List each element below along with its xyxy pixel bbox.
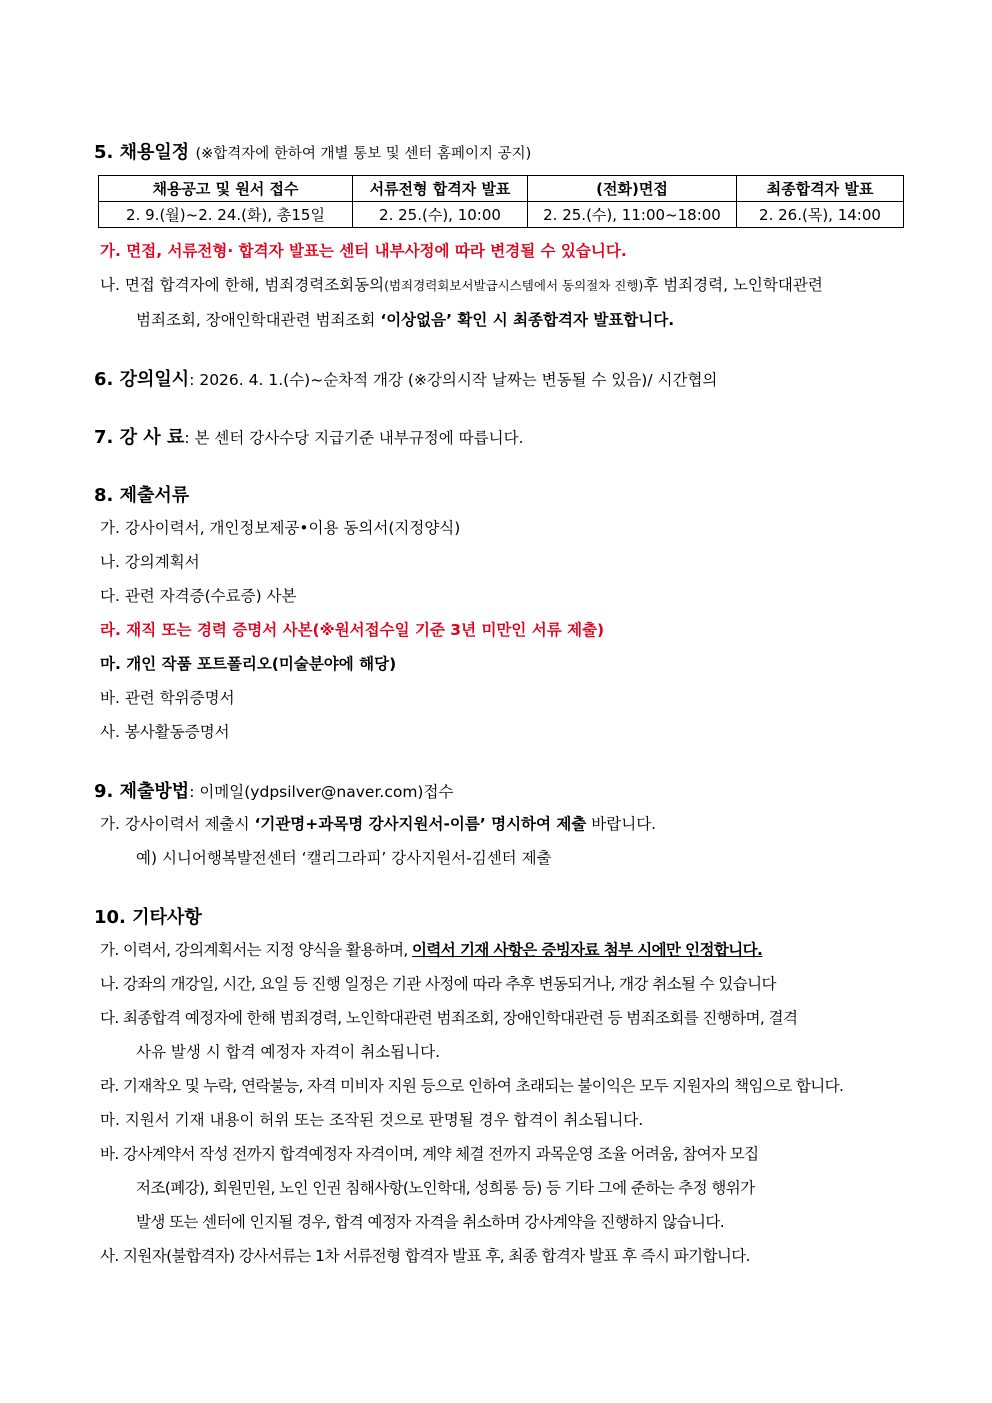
- section-5-heading: [94, 138, 904, 169]
- s10-item-ba-cont: 저조(폐강), 회원민원, 노인 인권 침해사항(노인학대, 성희롱 등) 등 기타 그에 준하는 추정 행위가: [136, 1179, 755, 1197]
- spacer: [94, 337, 904, 365]
- section-7-text: : 본 센터 강사수당 지급기준 내부규정에 따릅니다.: [184, 429, 524, 447]
- section-5-note: (※합격자에 한하여 개별 통보 및 센터 홈페이지 공지): [195, 146, 532, 162]
- s5-item-ga: 가. 면접, 서류전형· 합격자 발표는 센터 내부사정에 따라 변경될 수 있습니다.: [100, 242, 627, 260]
- s10-item-ba: 바. 강사계약서 작성 전까지 합격예정자 자격이며, 계약 체결 전까지 과목운영 조율 어려움, 참여자 모집: [100, 1145, 759, 1163]
- s8-item: 사. 봉사활동증명서: [100, 723, 230, 741]
- section-5-title: 5. 채용일정: [94, 142, 190, 163]
- section-7-title: 7. 강 사 료: [94, 427, 185, 448]
- document-page: [94, 138, 904, 1273]
- s10-item-ga: [94, 933, 904, 967]
- spacer: [94, 749, 904, 777]
- schedule-cell: 2. 9.(월)~2. 24.(화), 총15일: [99, 202, 353, 228]
- schedule-header-cell: 최종합격자 발표: [737, 176, 904, 202]
- s10-item-na: 나. 강좌의 개강일, 시간, 요일 등 진행 일정은 기관 사정에 따라 추후 변동되거나, 개강 취소될 수 있습니다: [100, 975, 776, 993]
- schedule-cell: 2. 25.(수), 10:00: [353, 202, 528, 228]
- s10-item-ma: 마. 지원서 기재 내용이 허위 또는 조작된 것으로 판명될 경우 합격이 취소됩니다.: [100, 1111, 644, 1129]
- s5-na-small: (범죄경력회보서발급시스템에서 동의절차 진행): [384, 278, 644, 293]
- s5-na-bold: ‘이상없음’ 확인 시 최종합격자 발표합니다.: [380, 311, 675, 329]
- s9-ga-bold: ‘기관명+과목명 강사지원서-이름’ 명시하여 제출: [254, 815, 587, 833]
- schedule-header-cell: 채용공고 및 원서 접수: [99, 176, 353, 202]
- s10-item-da: 다. 최종합격 예정자에 한해 범죄경력, 노인학대관련 범죄조회, 장애인학대관련 등 범죄조회를 진행하며, 결격: [100, 1009, 798, 1027]
- s8-item: 다. 관련 자격증(수료증) 사본: [100, 587, 297, 605]
- section-10-heading: 10. 기타사항: [94, 907, 202, 928]
- schedule-header-row: [99, 176, 904, 202]
- section-8-heading: 8. 제출서류: [94, 485, 190, 506]
- s10-item-da-cont: 사유 발생 시 합격 예정자 자격이 취소됩니다.: [136, 1043, 441, 1061]
- s10-item-ra: 라. 기재착오 및 누락, 연락불능, 자격 미비자 지원 등으로 인하여 초래되는 불이익은 모두 지원자의 책임으로 합니다.: [100, 1077, 844, 1095]
- s5-na-text: 나. 면접 합격자에 한해, 범죄경력조회동의: [100, 276, 385, 294]
- s5-na-text-3: 범죄조회, 장애인학대관련 범죄조회: [136, 311, 381, 329]
- section-9-title: 9. 제출방법: [94, 781, 190, 802]
- section-6-heading: [94, 365, 904, 395]
- s9-item-ga: [94, 807, 904, 841]
- s8-item-highlight: 라. 재직 또는 경력 증명서 사본(※원서접수일 기준 3년 미만인 서류 제출): [100, 621, 605, 639]
- s8-item: 나. 강의계획서: [100, 553, 200, 571]
- schedule-cell: 2. 26.(목), 14:00: [737, 202, 904, 228]
- s10-ga-underline: 이력서 기재 사항은 증빙자료 첨부 시에만 인정합니다.: [412, 941, 763, 959]
- schedule-header-cell: (전화)면접: [528, 176, 737, 202]
- s10-item-sa: 사. 지원자(불합격자) 강사서류는 1차 서류전형 합격자 발표 후, 최종 합격자 발표 후 즉시 파기합니다.: [100, 1247, 750, 1265]
- s9-ga-text: 가. 강사이력서 제출시: [100, 815, 255, 833]
- s10-item-ba-cont: 발생 또는 센터에 인지될 경우, 합격 예정자 자격을 취소하며 강사계약을 진행하지 않습니다.: [136, 1213, 725, 1231]
- spacer: [94, 875, 904, 903]
- section-9-heading: [94, 777, 904, 807]
- s9-ga-text-2: 바랍니다.: [586, 815, 657, 833]
- spacer: [94, 453, 904, 481]
- s5-na-text-2: 후 범죄경력, 노인학대관련: [643, 276, 823, 294]
- section-6-title: 6. 강의일시: [94, 369, 190, 390]
- section-6-text: : 2026. 4. 1.(수)~순차적 개강 (※강의시작 날짜는 변동될 수 있음)/ 시간협의: [189, 371, 718, 389]
- s5-item-na-cont: [94, 303, 904, 337]
- s9-example: 예) 시니어행복발전센터 ‘캘리그라피’ 강사지원서-김센터 제출: [136, 849, 552, 867]
- schedule-header-cell: 서류전형 합격자 발표: [353, 176, 528, 202]
- section-9-text: : 이메일(ydpsilver@naver.com)접수: [189, 783, 454, 801]
- s8-item: 가. 강사이력서, 개인정보제공•이용 동의서(지정양식): [100, 519, 461, 537]
- spacer: [94, 395, 904, 423]
- schedule-table: [98, 175, 904, 228]
- schedule-cell: 2. 25.(수), 11:00~18:00: [528, 202, 737, 228]
- s8-item-bold: 마. 개인 작품 포트폴리오(미술분야에 해당): [100, 655, 397, 673]
- s5-item-na: [94, 268, 904, 303]
- schedule-data-row: [99, 202, 904, 228]
- s8-item: 바. 관련 학위증명서: [100, 689, 235, 707]
- s10-ga-text: 가. 이력서, 강의계획서는 지정 양식을 활용하며,: [100, 941, 413, 959]
- section-7-heading: [94, 423, 904, 453]
